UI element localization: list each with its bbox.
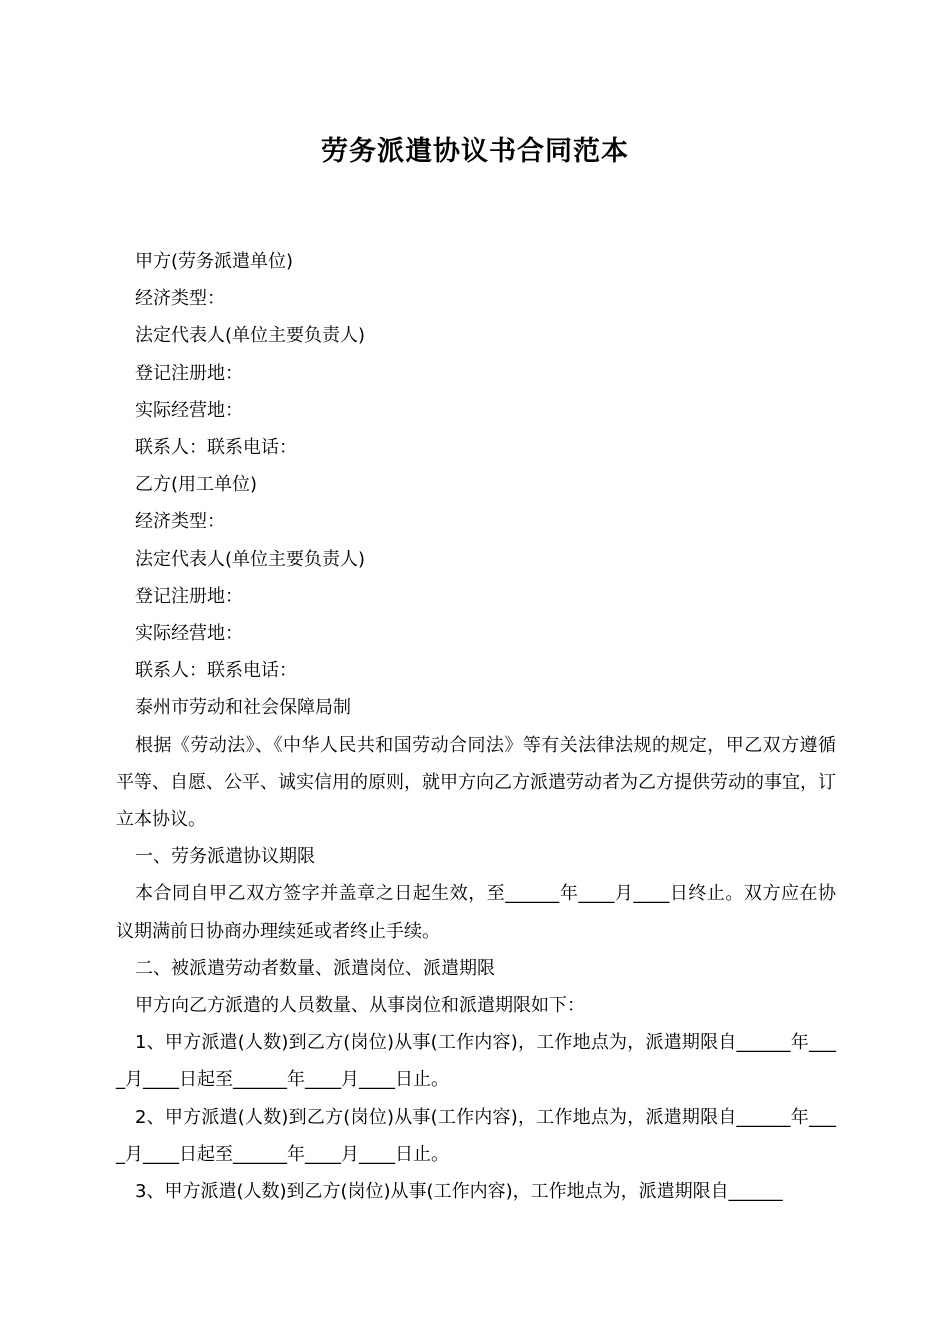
paragraph-dispatch-intro: 甲方向乙方派遣的人员数量、从事岗位和派遣期限如下： bbox=[135, 995, 585, 1017]
paragraph-contact-b: 联系人：联系电话： bbox=[135, 660, 297, 682]
list-item: 3、甲方派遣(人数)到乙方(岗位)从事(工作内容)，工作地点为，派遣期限自______ bbox=[135, 1181, 783, 1203]
paragraph-economic-type-a: 经济类型： bbox=[135, 288, 225, 310]
paragraph-legal-rep-b: 法定代表人(单位主要负责人) bbox=[135, 548, 366, 570]
paragraph-economic-type-b: 经济类型： bbox=[135, 511, 225, 533]
paragraph-party-b: 乙方(用工单位) bbox=[135, 474, 258, 496]
paragraph-term: 本合同自甲乙双方签字并盖章之日起生效，至______年____月____日终止。双方应在协议期满前日协商办理续延或者终止手续。 bbox=[116, 883, 836, 942]
paragraph-party-a: 甲方(劳务派遣单位) bbox=[135, 251, 294, 272]
paragraph-registered-address-a: 登记注册地： bbox=[135, 362, 243, 384]
paragraph-preamble: 根据《劳动法》、《中华人民共和国劳动合同法》等有关法律法规的规定，甲乙双方遵循平等、自愿、公平、诚实信用的原则，就甲方向乙方派遣劳动者为乙方提供劳动的事宜，订立本协议。 bbox=[116, 734, 836, 831]
paragraph-legal-rep-a: 法定代表人(单位主要负责人) bbox=[135, 325, 366, 347]
paragraph-registered-address-b: 登记注册地： bbox=[135, 585, 243, 607]
section-heading-term: 一、劳务派遣协议期限 bbox=[135, 846, 315, 868]
document-body bbox=[116, 243, 836, 1210]
list-item: 1、甲方派遣(人数)到乙方(岗位)从事(工作内容)，工作地点为，派遣期限自______年____月____日起至______年____月____日止。 bbox=[116, 1032, 836, 1091]
paragraph-business-address-b: 实际经营地： bbox=[135, 623, 243, 645]
paragraph-business-address-a: 实际经营地： bbox=[135, 399, 243, 421]
list-item: 2、甲方派遣(人数)到乙方(岗位)从事(工作内容)，工作地点为，派遣期限自______年____月____日起至______年____月____日止。 bbox=[116, 1106, 836, 1165]
document-title: 劳务派遣协议书合同范本 bbox=[321, 136, 629, 167]
section-heading-dispatch: 二、被派遣劳动者数量、派遣岗位、派遣期限 bbox=[135, 957, 495, 979]
paragraph-contact-a: 联系人：联系电话： bbox=[135, 437, 297, 459]
paragraph-issuer: 泰州市劳动和社会保障局制 bbox=[135, 697, 351, 719]
